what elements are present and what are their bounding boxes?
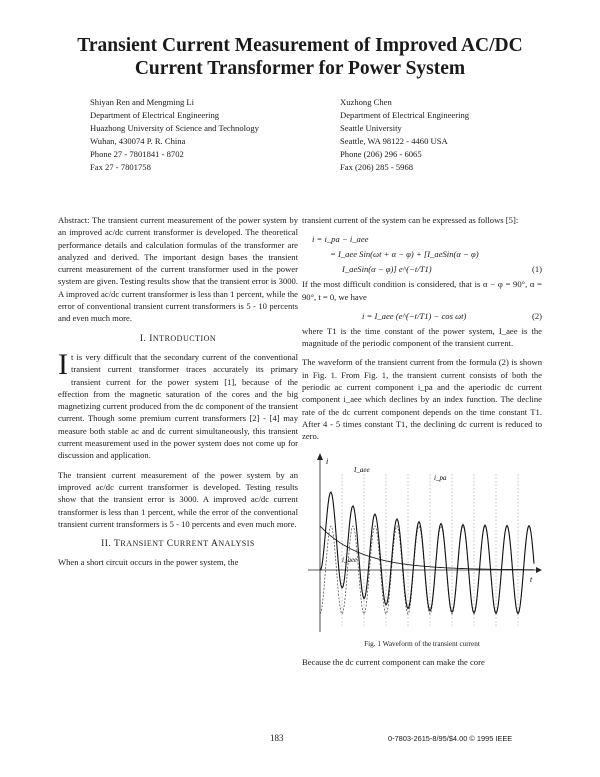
equation-2: i = I_aee (e^(−t/T1) − cos ωt) (2) <box>362 310 542 321</box>
author-names-right: Xuzhong Chen <box>340 97 392 107</box>
label-i-pa: i_pa <box>434 473 447 482</box>
right-paragraph-1: transient current of the system can be expressed as follows [5]: <box>302 215 519 225</box>
section-title-rest: NTRODUCTION <box>152 333 217 343</box>
author-phone-right: Phone (206) 296 - 6065 <box>340 149 422 159</box>
author-dept-left: Department of Electrical Engineering <box>90 110 220 120</box>
title-line-1: Transient Current Measurement of Improved AC/DC <box>77 35 523 56</box>
label-t: t <box>530 574 533 584</box>
intro-paragraph-2: The transient current measurement of the power system by an improved ac/dc current transformer is developed. Testing results show that the transient error is 3000. A improved ac/dc current transformer is less than 1 percent, while the error of the conventional transient current transformers is 5 - 10 percents and even much more. <box>58 469 298 529</box>
section-title-initial: I <box>149 333 153 344</box>
equation-1 <box>302 233 542 276</box>
section-word-1-rest: RANSIENT <box>120 539 164 549</box>
label-i-dc: i_aee <box>342 555 358 564</box>
intro-paragraph-1 <box>58 347 298 462</box>
section-heading-transient-analysis <box>58 538 298 550</box>
author-block-right <box>340 96 469 174</box>
author-univ-right: Seattle University <box>340 123 402 133</box>
drop-cap: I <box>58 347 68 381</box>
analysis-paragraph-1: When a short circuit occurs in the power system, the <box>58 557 239 568</box>
title-line-2: Current Transformer for Power System <box>134 58 466 79</box>
section-word-3-rest: NALYSIS <box>218 539 255 549</box>
waveform-figure <box>302 450 542 636</box>
label-i: i <box>326 456 329 466</box>
author-univ-left: Huazhong University of Science and Technology <box>90 123 259 133</box>
vertical-gridlines <box>342 474 518 628</box>
author-phone-left: Phone 27 - 7801841 - 8702 <box>90 149 184 159</box>
total-current-curve <box>320 492 534 613</box>
paper-title <box>40 34 560 80</box>
equation-1-line-1: i = i_pa − i_aee <box>312 234 369 245</box>
figure-1 <box>302 450 542 636</box>
section-word-2-rest: URRENT <box>173 539 209 549</box>
equation-1-line-3: I_aeSin(α − φ)] e^(−t/T1) (1) <box>342 264 542 275</box>
author-dept-right: Department of Electrical Engineering <box>340 110 470 120</box>
section-word-1-initial: T <box>114 539 121 550</box>
author-fax-right: Fax (206) 285 - 5968 <box>340 162 414 172</box>
abstract: Abstract: The transient current measurement of the power system by an improved ac/dc current transformer is developed. The theoretical performance details and calculation formulas of the transformer are analyzed and derived. The important design bases the transient current measurement of the current transformer used in the power system are given. Testing results show that the transient error is 3000. A improved ac/dc current transformer is less than 1 percent, while the error of conventional transient current transformers is 5 - 10 percents and even much more. <box>58 215 298 324</box>
label-i-aee: I_aee <box>354 465 370 474</box>
current-axis-arrow <box>317 453 323 460</box>
section-word-2-initial: C <box>166 539 174 550</box>
right-paragraph-5: Because the dc current component can make the core <box>302 656 485 667</box>
equation-1-number: (1) <box>531 264 542 275</box>
left-column <box>58 214 298 576</box>
section-numeral: I. <box>139 333 147 344</box>
figure-caption: Fig. 1 Waveform of the transient current <box>364 639 480 648</box>
intro-paragraph-1-text: t is very difficult that the secondary current of the conventional transient current transformer traces accurately its primary transient current for the power system [1], because of the effection from the magnetic saturation of the cores and the big magnetizing current produced from the dc component of the transient current. Though some premium current transformers [2] - [4] may measure both stable ac and dc current simultaneously, this transient current measurement used in the power system does not come up for discussion and application. <box>58 351 298 461</box>
time-axis-arrow <box>536 567 542 573</box>
right-paragraph-3: where T1 is the time constant of the power system, I_aee is the magnitude of the periodic component of the transient current. <box>302 325 542 349</box>
right-paragraph-2: If the most difficult condition is considered, that is α − φ = 90°, α = 90°, t = 0, we have <box>302 279 542 302</box>
author-city-right: Seattle, WA 98122 - 4460 USA <box>340 136 448 146</box>
author-names-left: Shiyan Ren and Mengming Li <box>90 97 195 107</box>
publication-id: 0-7803-2615-8/95/$4.00 © 1995 IEEE <box>388 734 513 743</box>
author-block-left <box>90 96 259 174</box>
section-heading-introduction <box>58 333 298 345</box>
section-numeral: II. <box>101 539 112 550</box>
equation-1-line-2: = I_aee Sin(ωt + α − φ) + [I_aeSin(α − φ) <box>330 249 479 260</box>
right-paragraph-4: The waveform of the transient current from the formula (2) is shown in Fig. 1. From Fig. 1, the transient current consists of both the periodic ac current component i_pa and the aperiodic dc current component i_aee which declines by an index function. The decline rate of the dc current component depends on the time constant T1. After 4 - 5 times constant T1, the declining dc current is reduced to zero. <box>302 357 542 442</box>
page-number: 183 <box>270 733 284 743</box>
author-city-left: Wuhan, 430074 P. R. China <box>90 136 186 146</box>
equation-2-number: (2) <box>531 310 542 321</box>
section-word-3-initial: A <box>211 539 219 550</box>
author-fax-left: Fax 27 - 7801758 <box>90 162 151 172</box>
right-column <box>302 214 542 675</box>
